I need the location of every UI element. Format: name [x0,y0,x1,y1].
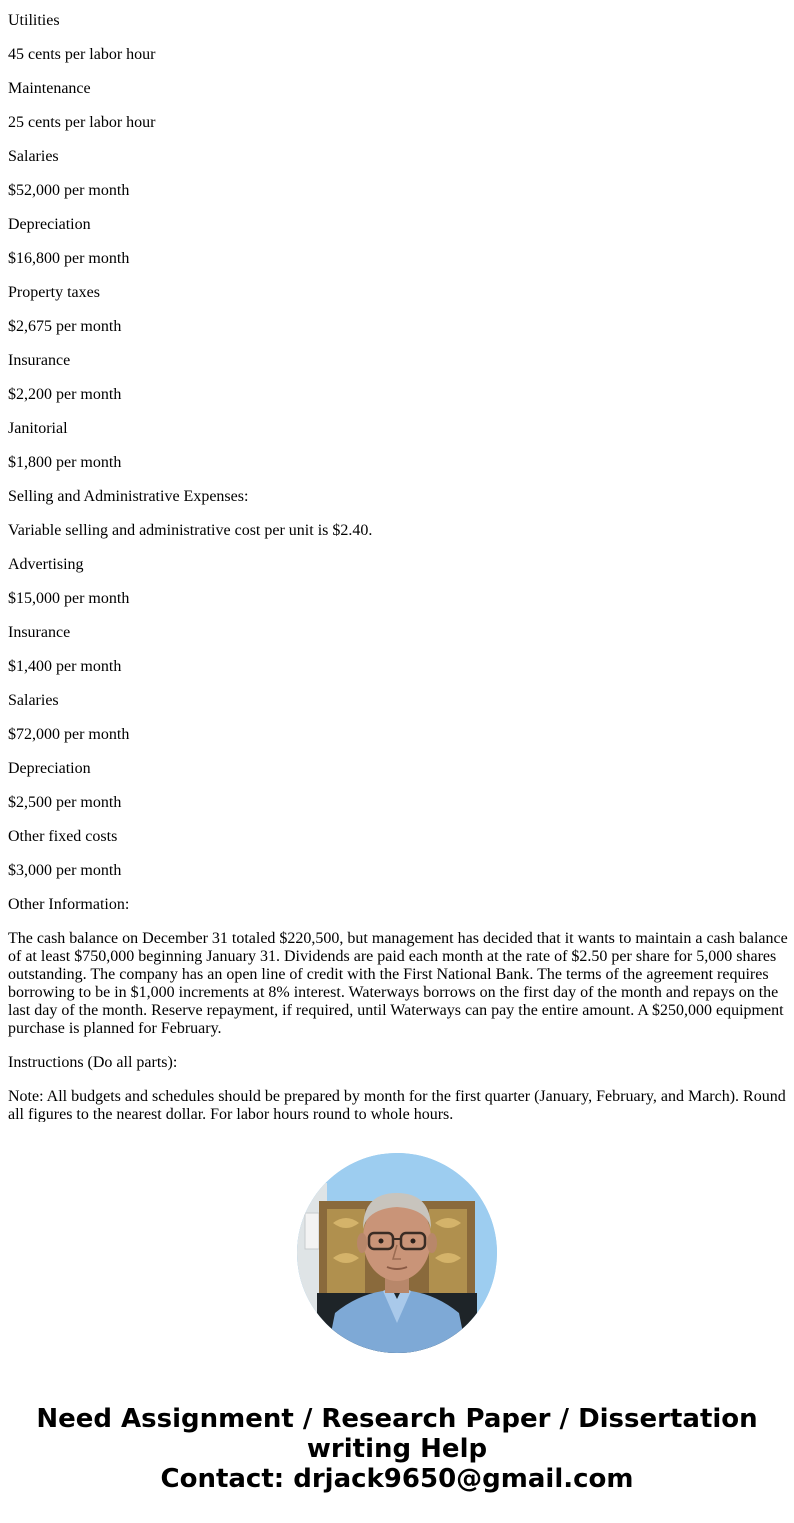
paragraph: Advertising [8,556,84,573]
paragraph: Maintenance [8,80,91,97]
person-portrait-icon [297,1153,497,1353]
paragraph: $72,000 per month [8,726,130,743]
paragraph: Salaries [8,692,59,709]
paragraph: 25 cents per labor hour [8,114,156,131]
document-body [8,12,788,1122]
paragraph: Instructions (Do all parts): [8,1054,178,1071]
paragraph: Selling and Administrative Expenses: [8,488,249,505]
paragraph: $16,800 per month [8,250,130,267]
paragraph: $52,000 per month [8,182,130,199]
paragraph: 45 cents per labor hour [8,46,156,63]
promo-contact: Contact: drjack9650@gmail.com [160,1464,634,1494]
paragraph: Salaries [8,148,59,165]
paragraph: Note: All budgets and schedules should be prepared by month for the first quarter (January, February, and March). Round all figures to the nearest dollar. For labor hours round to whole hours. [8,1088,786,1122]
paragraph: The cash balance on December 31 totaled $220,500, but management has decided that it wants to maintain a cash balance of at least $750,000 beginning January 31. Dividends are paid each month at the rate of $2.50 per share for 5,000 shares outstanding. The company has an open line of credit with the First National Bank. The terms of the agreement requires borrowing to be in $1,000 increments at 8% interest. Waterways borrows on the first day of the month and repays on the last day of the month. Reserve repayment, if required, until Waterways can pay the entire amount. A $250,000 equipment purchase is planned for February. [8,930,788,1037]
paragraph: Other Information: [8,896,130,913]
paragraph: $2,200 per month [8,386,122,403]
paragraph: $1,400 per month [8,658,122,675]
paragraph: Insurance [8,352,71,369]
paragraph: $15,000 per month [8,590,130,607]
promo-headline: Need Assignment / Research Paper / Dissertation writing Help [36,1404,758,1464]
paragraph: Other fixed costs [8,828,118,845]
paragraph: Utilities [8,12,60,29]
paragraph: Insurance [8,624,71,641]
paragraph: Janitorial [8,420,68,437]
paragraph: Depreciation [8,216,91,233]
paragraph: $1,800 per month [8,454,122,471]
paragraph: $3,000 per month [8,862,122,879]
author-avatar [297,1153,497,1353]
paragraph: Property taxes [8,284,100,301]
paragraph: $2,500 per month [8,794,122,811]
paragraph: Variable selling and administrative cost per unit is $2.40. [8,522,373,539]
promo-banner [0,1404,794,1494]
paragraph: Depreciation [8,760,91,777]
paragraph: $2,675 per month [8,318,122,335]
